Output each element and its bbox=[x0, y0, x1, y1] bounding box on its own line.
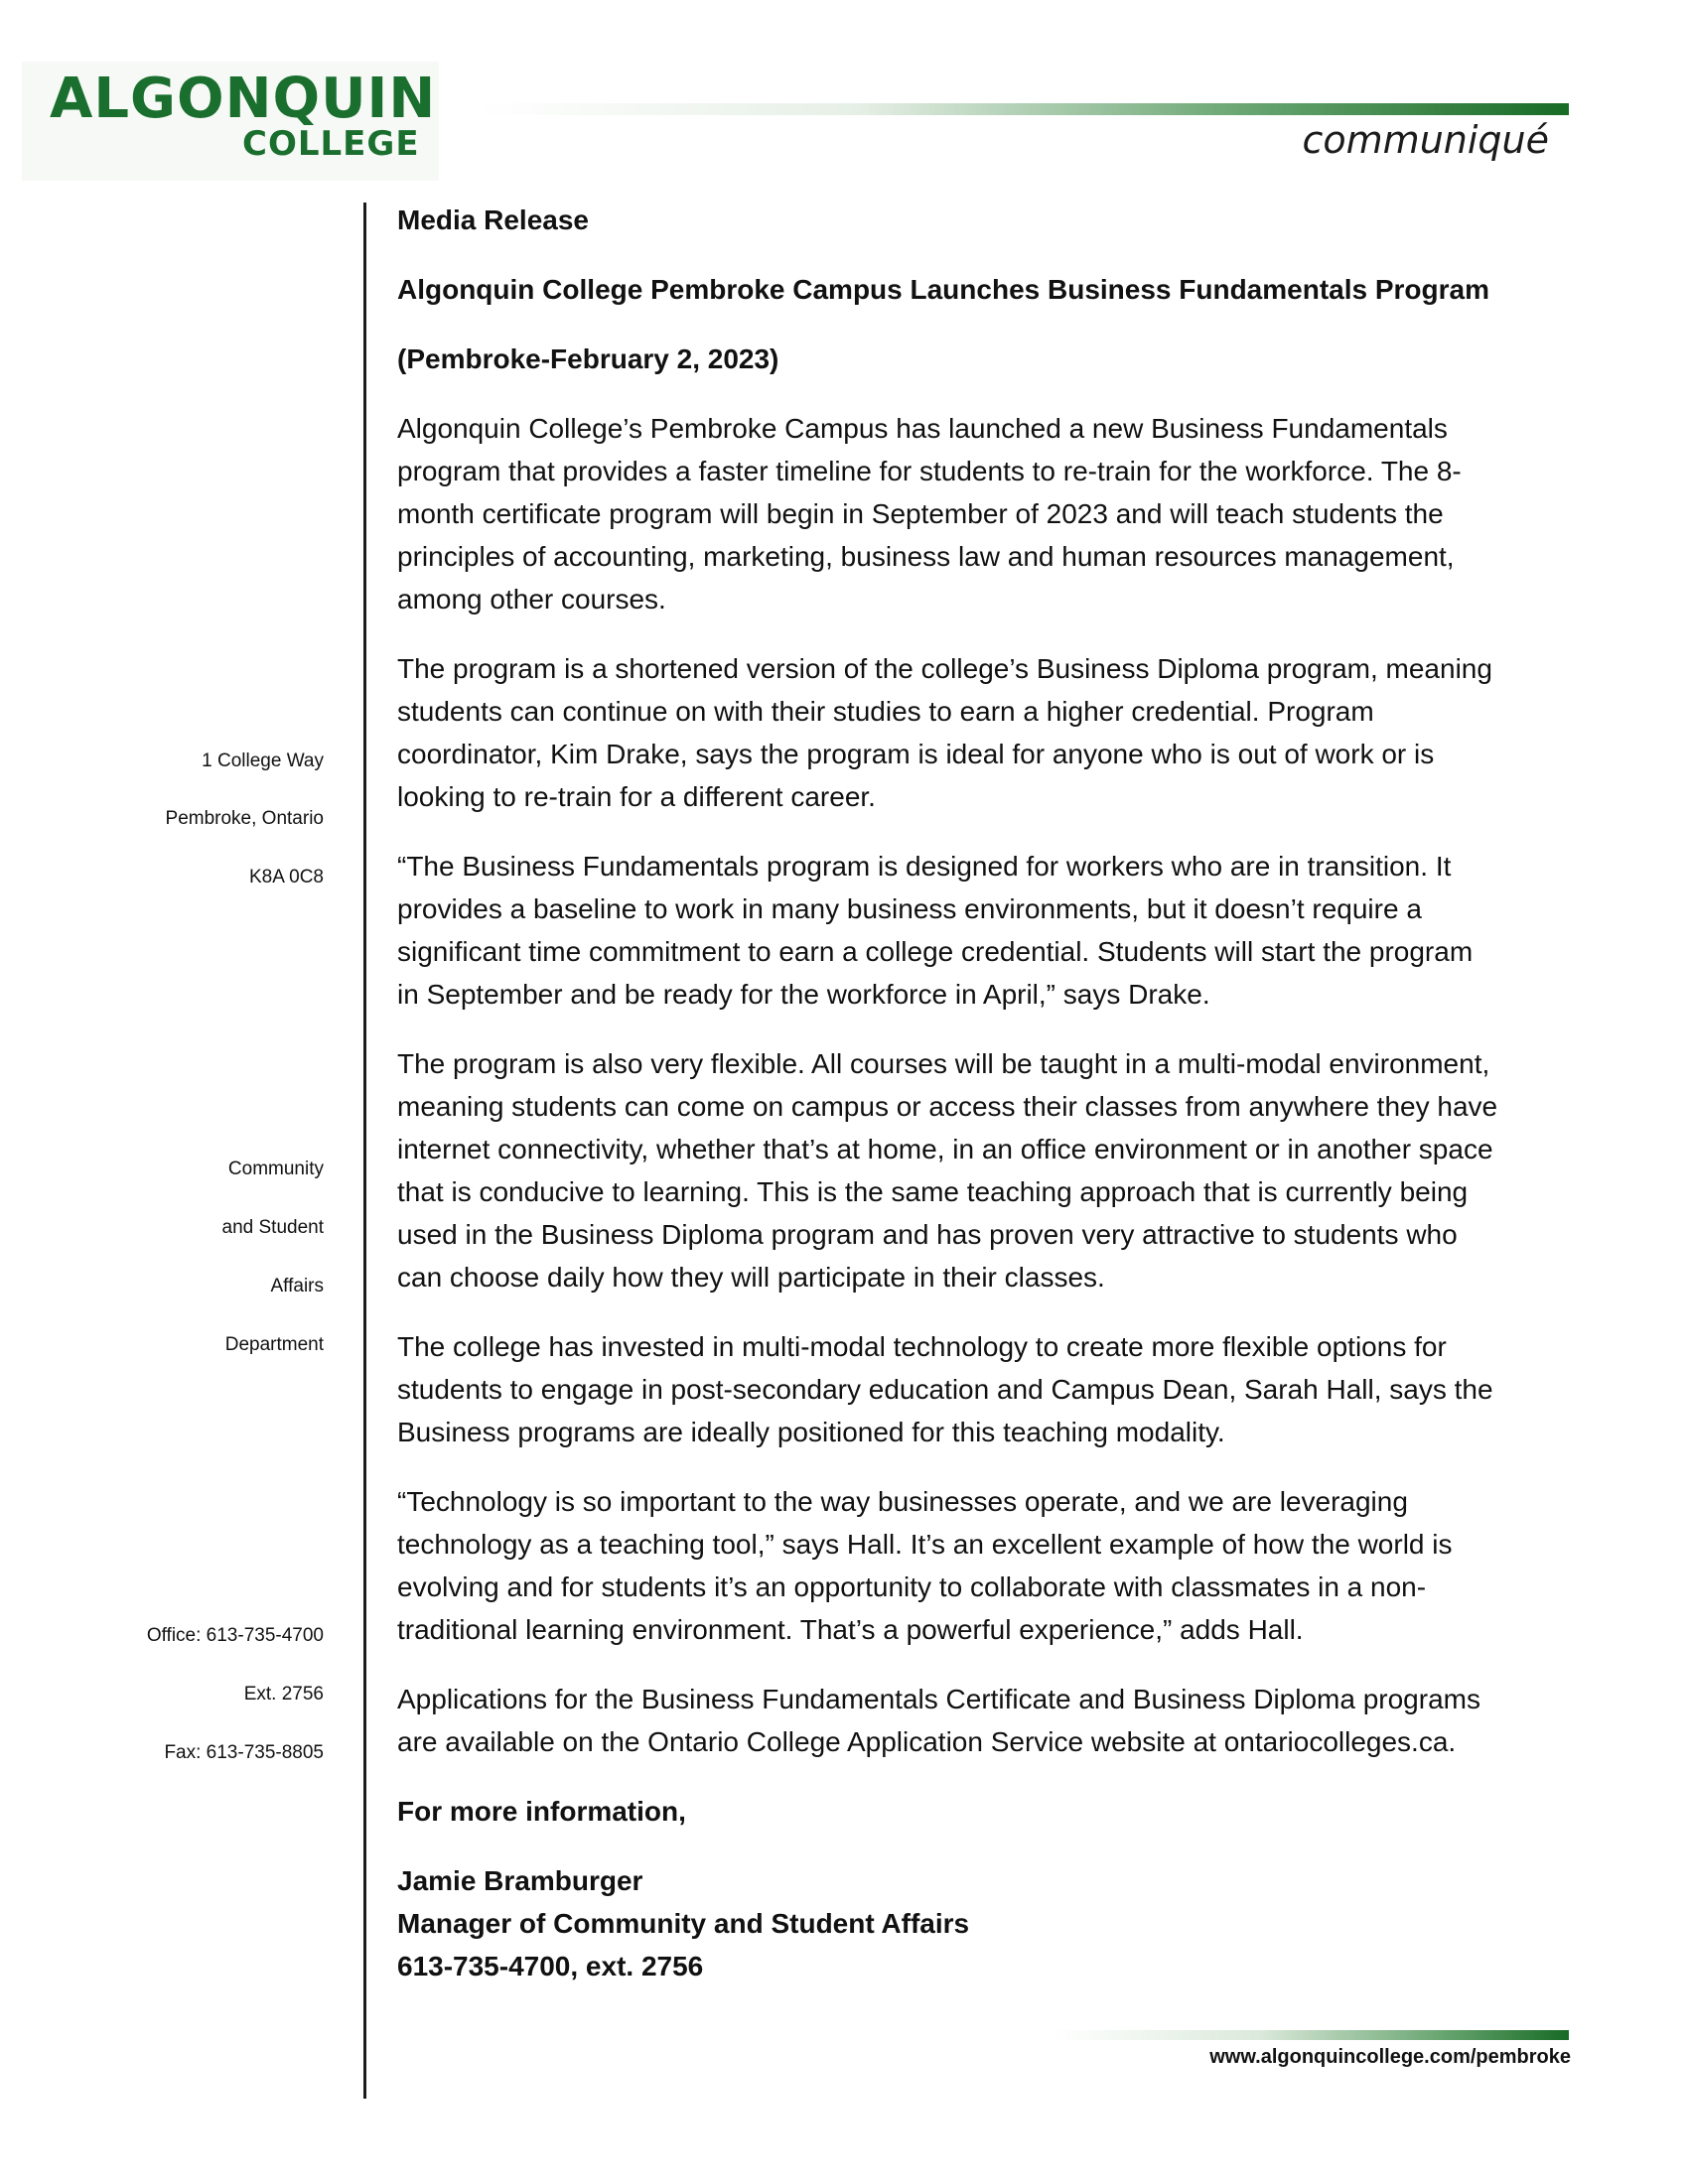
media-release-label: Media Release bbox=[397, 205, 589, 235]
address-line-1: 1 College Way bbox=[202, 751, 324, 771]
office-extension: Ext. 2756 bbox=[243, 1684, 324, 1705]
footer-gradient-bar bbox=[1053, 2030, 1569, 2040]
college-logo-wordmark: ALGONQUIN bbox=[50, 67, 437, 131]
sidebar-divider bbox=[363, 203, 366, 2099]
footer-website-link[interactable]: www.algonquincollege.com/pembroke bbox=[1209, 2046, 1571, 2068]
header-gradient-bar bbox=[477, 103, 1569, 115]
college-logo-subtitle: COLLEGE bbox=[242, 124, 420, 164]
contact-name: Jamie Bramburger bbox=[397, 1865, 643, 1896]
communique-label: communiqué bbox=[1302, 118, 1549, 162]
department-line-3: Affairs bbox=[270, 1276, 324, 1297]
fax-number: Fax: 613-735-8805 bbox=[164, 1742, 324, 1763]
contact-block bbox=[397, 1859, 1499, 1987]
department-line-2: and Student bbox=[221, 1217, 324, 1238]
department-line-4: Department bbox=[224, 1334, 324, 1355]
address-line-2: Pembroke, Ontario bbox=[165, 808, 324, 829]
department-line-1: Community bbox=[227, 1159, 324, 1179]
office-phone: Office: 613-735-4700 bbox=[146, 1625, 324, 1646]
address-line-3: K8A 0C8 bbox=[249, 867, 324, 887]
paragraph: The program is also very flexible. All courses will be taught in a multi-modal environment, meaning students can come on campus or access their classes from anywhere they have internet connectivity, whether that’s at home, in an office environment or in another space that is conducive to learning. This is the same teaching approach that is currently being used in the Business Diploma program and has proven very attractive to students who can choose daily how they will participate in their classes. bbox=[397, 1048, 1498, 1293]
release-dateline: (Pembroke-February 2, 2023) bbox=[397, 343, 779, 374]
paragraph: “Technology is so important to the way businesses operate, and we are leveraging technology as a teaching tool,” says Hall. It’s an excellent example of how the world is evolving and for students it’s an opportunity to collaborate with classmates in a non-traditional learning environment. That’s a powerful experience,” adds Hall. bbox=[397, 1486, 1453, 1645]
paragraph: Algonquin College’s Pembroke Campus has launched a new Business Fundamentals program that provides a faster timeline for students to re-train for the workforce. The 8-month certificate program will begin in September of 2023 and will teach students the principles of accounting, marketing, business law and human resources management, among other courses. bbox=[397, 413, 1462, 614]
paragraph: Applications for the Business Fundamentals Certificate and Business Diploma programs are available on the Ontario College Application Service website at ontariocolleges.ca. bbox=[397, 1684, 1480, 1757]
contact-title: Manager of Community and Student Affairs bbox=[397, 1908, 970, 1939]
release-headline: Algonquin College Pembroke Campus Launches Business Fundamentals Program bbox=[397, 274, 1489, 305]
release-body bbox=[397, 199, 1499, 1987]
paragraph: “The Business Fundamentals program is designed for workers who are in transition. It provides a baseline to work in many business environments, but it doesn’t require a significant time commitment to earn a college credential. Students will start the program in September and be ready for the workforce in April,” says Drake. bbox=[397, 851, 1474, 1010]
paragraph: The program is a shortened version of the college’s Business Diploma program, meaning students can continue on with their studies to earn a higher credential. Program coordinator, Kim Drake, says the program is ideal for anyone who is out of work or is looking to re-train for a different career. bbox=[397, 653, 1492, 812]
more-info-label: For more information, bbox=[397, 1796, 686, 1827]
contact-phone: 613-735-4700, ext. 2756 bbox=[397, 1951, 704, 1981]
paragraph: The college has invested in multi-modal technology to create more flexible options for students to engage in post-secondary education and Campus Dean, Sarah Hall, says the Business programs are ideally positioned for this teaching modality. bbox=[397, 1331, 1493, 1447]
